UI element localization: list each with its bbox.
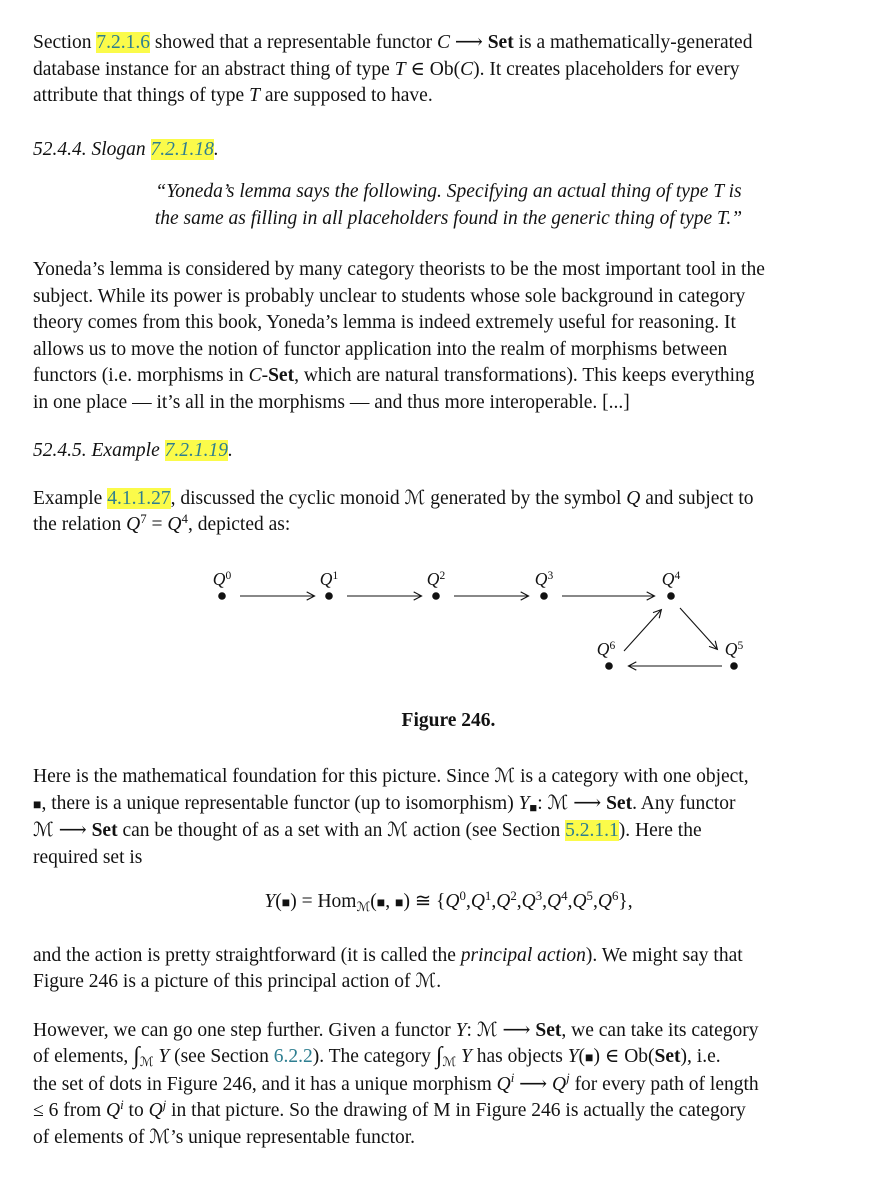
text-segment: for every path of length xyxy=(569,1073,759,1095)
text-segment: ) = Hom xyxy=(290,891,357,912)
text-segment: ℳ xyxy=(415,971,437,992)
heading-slogan xyxy=(33,137,864,164)
text-segment: ■ xyxy=(394,895,404,911)
text-segment: Y xyxy=(460,1046,472,1067)
node-label-q4 xyxy=(648,569,694,592)
text-segment: 4 xyxy=(181,511,188,526)
text-segment: ℳ xyxy=(442,1054,457,1069)
text-segment: showed that a representable functor xyxy=(150,32,437,53)
text-segment: Set xyxy=(487,32,514,53)
text-segment: ) ≅ { xyxy=(403,891,446,912)
text-segment: principal action xyxy=(460,944,586,966)
slogan-ref-7-2-1-18[interactable]: 7.2.1.18 xyxy=(150,138,214,160)
node-label-base: Q xyxy=(426,568,440,589)
text-segment: . xyxy=(227,440,233,461)
node-label-q0 xyxy=(199,569,245,592)
text-segment: Q xyxy=(626,487,641,509)
text-segment: ). The category xyxy=(312,1046,436,1067)
node-label-base: Q xyxy=(724,638,738,659)
paragraph-mathematical-foundation xyxy=(33,764,864,871)
text-segment: T xyxy=(249,85,260,106)
node-label-exponent: 1 xyxy=(332,570,339,583)
text-segment: Q xyxy=(547,891,562,912)
text-segment: functors (i.e. morphisms in xyxy=(33,365,249,386)
text-segment: Q xyxy=(105,1100,121,1121)
text-segment: Q xyxy=(597,891,612,912)
text-segment: of elements of xyxy=(33,1126,150,1148)
text-segment: 4 xyxy=(561,888,568,903)
text-segment: , which are natural transformations). This keeps everything xyxy=(294,365,755,386)
monoid-action-diagram xyxy=(33,559,864,694)
text-segment: Y xyxy=(264,891,276,912)
text-segment: j xyxy=(162,1097,167,1112)
text-segment: ( xyxy=(578,1046,586,1067)
figure-caption xyxy=(33,708,864,735)
diagram-arrows-svg xyxy=(33,559,892,694)
text-segment: 1 xyxy=(484,888,492,903)
text-segment: ⟶ xyxy=(514,1073,553,1095)
text-segment: , xyxy=(542,891,548,912)
node-dot-q6 xyxy=(605,662,613,670)
node-label-base: Q xyxy=(319,568,333,589)
paragraph-cyclic-monoid xyxy=(33,486,864,539)
text-segment: ), i.e. xyxy=(680,1046,721,1067)
text-segment: Q xyxy=(148,1100,163,1121)
text-segment: Y xyxy=(518,792,530,814)
text-segment: ≤ 6 from xyxy=(33,1100,106,1121)
text-segment: action (see Section xyxy=(408,820,566,841)
text-segment: Set xyxy=(606,792,633,814)
text-segment: - xyxy=(261,365,269,386)
text-segment: ℳ xyxy=(149,1126,171,1148)
text-segment: ■ xyxy=(281,895,291,911)
text-segment: and subject to xyxy=(640,487,754,509)
text-segment: Set xyxy=(268,365,295,386)
text-segment: 7 xyxy=(140,511,147,526)
text-segment: ). Here the xyxy=(618,820,702,841)
text-segment: = xyxy=(146,514,168,535)
text-segment: is a mathematically-generated xyxy=(513,32,753,53)
text-segment: ■ xyxy=(376,895,386,911)
heading-example xyxy=(33,438,864,465)
text-segment: (see Section xyxy=(169,1046,274,1067)
text-segment: Q xyxy=(445,891,460,912)
paragraph-category-of-elements xyxy=(33,1018,864,1152)
text-segment: , xyxy=(567,891,573,912)
text-segment: Q xyxy=(496,891,511,912)
node-dot-q1 xyxy=(325,592,333,600)
text-segment: 2 xyxy=(510,888,517,903)
node-dot-q5 xyxy=(730,662,738,670)
text-segment: Yoneda’s lemma is considered by many category theorists to be the most important tool in the xyxy=(33,259,765,280)
text-segment: to xyxy=(123,1100,149,1121)
text-segment: C xyxy=(436,32,450,53)
text-segment: 5 xyxy=(586,888,593,903)
text-segment: ℳ xyxy=(33,820,54,841)
paragraph-representable-functor xyxy=(33,30,864,110)
text-segment: ). It creates placeholders for every xyxy=(473,58,740,80)
text-segment: ⟶ xyxy=(497,1019,536,1041)
text-segment: . Any functor xyxy=(632,792,736,814)
equation-hom-set xyxy=(33,889,864,917)
text-segment: ’s unique representable functor. xyxy=(170,1126,416,1148)
text-segment: , xyxy=(385,891,395,912)
text-segment: ∈ Ob( xyxy=(405,58,461,80)
node-dot-q2 xyxy=(432,592,440,600)
text-segment: the same as filling in all placeholders found in the generic thing of type T.” xyxy=(154,207,743,229)
text-segment: in that picture. So the drawing of M in Figure 246 is actually the category xyxy=(166,1100,746,1121)
text-segment: Set xyxy=(91,820,118,841)
text-segment: required set is xyxy=(33,846,143,868)
node-label-q5 xyxy=(711,639,757,662)
text-segment: , discussed the cyclic monoid xyxy=(170,487,405,509)
text-segment: , we can take its category xyxy=(561,1019,759,1041)
example-ref-4-1-1-27[interactable]: 4.1.1.27 xyxy=(107,487,171,509)
text-segment: ). We might say that xyxy=(585,944,743,966)
node-label-q1 xyxy=(306,569,352,592)
text-segment: , depicted as: xyxy=(187,514,291,535)
text-segment: Q xyxy=(521,891,536,912)
text-segment: C xyxy=(248,365,262,386)
text-segment: of elements, xyxy=(33,1046,134,1067)
figure-caption-text: Figure 246. xyxy=(401,709,496,731)
node-label-base: Q xyxy=(534,568,548,589)
text-segment: Y xyxy=(158,1046,170,1067)
text-segment: However, we can go one step further. Given a functor xyxy=(33,1019,456,1041)
text-segment: ( xyxy=(275,891,282,912)
node-label-exponent: 2 xyxy=(439,570,446,583)
text-segment: ∫ xyxy=(133,1043,140,1070)
text-segment: Y xyxy=(455,1019,467,1041)
text-segment: is a category with one object, xyxy=(515,766,749,787)
text-segment: . xyxy=(213,138,219,160)
text-segment: ℳ xyxy=(356,899,371,914)
text-segment: C xyxy=(460,58,474,80)
node-label-exponent: 6 xyxy=(609,640,616,653)
text-segment: are supposed to have. xyxy=(259,85,433,106)
text-segment: Q xyxy=(552,1073,567,1095)
text-segment: ■ xyxy=(585,1050,594,1066)
node-label-base: Q xyxy=(661,568,675,589)
section-ref-5-2-1-1[interactable]: 5.2.1.1 xyxy=(565,820,619,841)
text-segment: Q xyxy=(470,891,485,912)
text-segment: Q xyxy=(126,514,141,535)
text-segment: subject. While its power is probably unclear to students whose sole background in category xyxy=(33,285,746,307)
text-segment: ℳ xyxy=(139,1054,154,1069)
text-segment: , xyxy=(491,891,497,912)
text-segment: }, xyxy=(618,891,633,912)
text-segment: and the action is pretty straightforward (it is called the xyxy=(33,944,461,966)
text-segment: Q xyxy=(496,1073,511,1095)
paragraph-principal-action xyxy=(33,943,864,996)
text-segment: generated by the symbol xyxy=(425,487,627,509)
text-segment: allows us to move the notion of functor application into the realm of morphisms between xyxy=(33,338,728,360)
node-label-q2 xyxy=(413,569,459,592)
arrow-q6-q4 xyxy=(624,610,661,651)
text-segment: 3 xyxy=(535,888,543,903)
node-label-q3 xyxy=(521,569,567,592)
text-segment: i xyxy=(120,1097,124,1112)
text-segment: . xyxy=(436,971,442,992)
text-segment: 6 xyxy=(611,888,619,903)
text-segment: j xyxy=(566,1071,570,1086)
text-segment: Set xyxy=(535,1019,562,1041)
text-segment: theory comes from this book, Yoneda’s lemma is indeed extremely useful for reasoning. It xyxy=(33,312,736,333)
text-segment: 0 xyxy=(459,888,466,903)
node-label-base: Q xyxy=(596,638,610,659)
text-segment: ℳ xyxy=(387,820,409,841)
text-segment: T xyxy=(394,58,406,80)
slogan-quote xyxy=(33,179,864,232)
text-segment: in one place — it’s all in the morphisms — and thus more interoperable. [...] xyxy=(33,391,630,413)
node-label-base: Q xyxy=(212,568,226,589)
node-dot-q3 xyxy=(540,592,548,600)
text-segment: Q xyxy=(167,514,182,535)
text-segment: , xyxy=(465,891,471,912)
text-segment: : xyxy=(537,792,548,814)
text-segment: attribute that things of type xyxy=(33,85,250,106)
text-segment: has objects xyxy=(471,1046,568,1067)
section-ref-7-2-1-6[interactable]: 7.2.1.6 xyxy=(96,32,150,53)
text-segment: ∫ xyxy=(435,1043,443,1070)
text-segment: ( xyxy=(370,891,377,912)
text-segment: “Yoneda’s lemma says the following. Specifying an actual thing of type T is xyxy=(155,181,742,202)
text-segment: , xyxy=(592,891,598,912)
text-segment: 52.4.5. Example xyxy=(33,440,165,461)
node-label-exponent: 3 xyxy=(547,570,554,583)
text-segment: Section xyxy=(33,32,97,53)
text-segment: the relation xyxy=(33,514,127,535)
node-label-exponent: 0 xyxy=(225,570,232,583)
node-label-exponent: 4 xyxy=(674,570,681,583)
text-segment: Example xyxy=(33,487,108,509)
text-segment: database instance for an abstract thing of type xyxy=(33,58,395,80)
text-segment: ) ∈ Ob( xyxy=(593,1046,655,1067)
text-segment: Figure 246 is a picture of this principal action of xyxy=(33,971,416,992)
text-segment: ⟶ xyxy=(53,820,92,841)
node-dot-q4 xyxy=(667,592,675,600)
paragraph-yoneda-importance xyxy=(33,257,864,416)
text-segment: ℳ xyxy=(404,487,426,509)
text-segment: : xyxy=(466,1019,477,1041)
text-segment: Q xyxy=(572,891,587,912)
text-segment: 52.4.4. Slogan xyxy=(33,138,151,160)
text-segment: ℳ xyxy=(547,792,569,814)
node-label-exponent: 5 xyxy=(737,640,744,653)
text-segment: ⟶ xyxy=(568,792,607,814)
text-segment: ■ xyxy=(33,796,42,813)
text-segment: ■ xyxy=(529,801,538,816)
text-segment: Y xyxy=(567,1046,579,1067)
example-ref-7-2-1-19[interactable]: 7.2.1.19 xyxy=(164,440,228,461)
text-segment: ⟶ xyxy=(449,32,488,53)
text-segment: , there is a unique representable functor (up to isomorphism) xyxy=(41,792,519,814)
text-segment: i xyxy=(510,1071,515,1086)
text-segment: Here is the mathematical foundation for this picture. Since xyxy=(33,766,495,787)
text-segment: , xyxy=(516,891,522,912)
node-dot-q0 xyxy=(218,592,226,600)
node-label-q6 xyxy=(583,639,629,662)
section-ref-6-2-2[interactable]: 6.2.2 xyxy=(273,1046,313,1067)
text-segment: ℳ xyxy=(494,766,516,787)
text-segment: Set xyxy=(654,1046,681,1067)
text-segment: ℳ xyxy=(476,1019,498,1041)
text-segment: the set of dots in Figure 246, and it has a unique morphism xyxy=(33,1073,497,1095)
text-segment: can be thought of as a set with an xyxy=(117,820,388,841)
